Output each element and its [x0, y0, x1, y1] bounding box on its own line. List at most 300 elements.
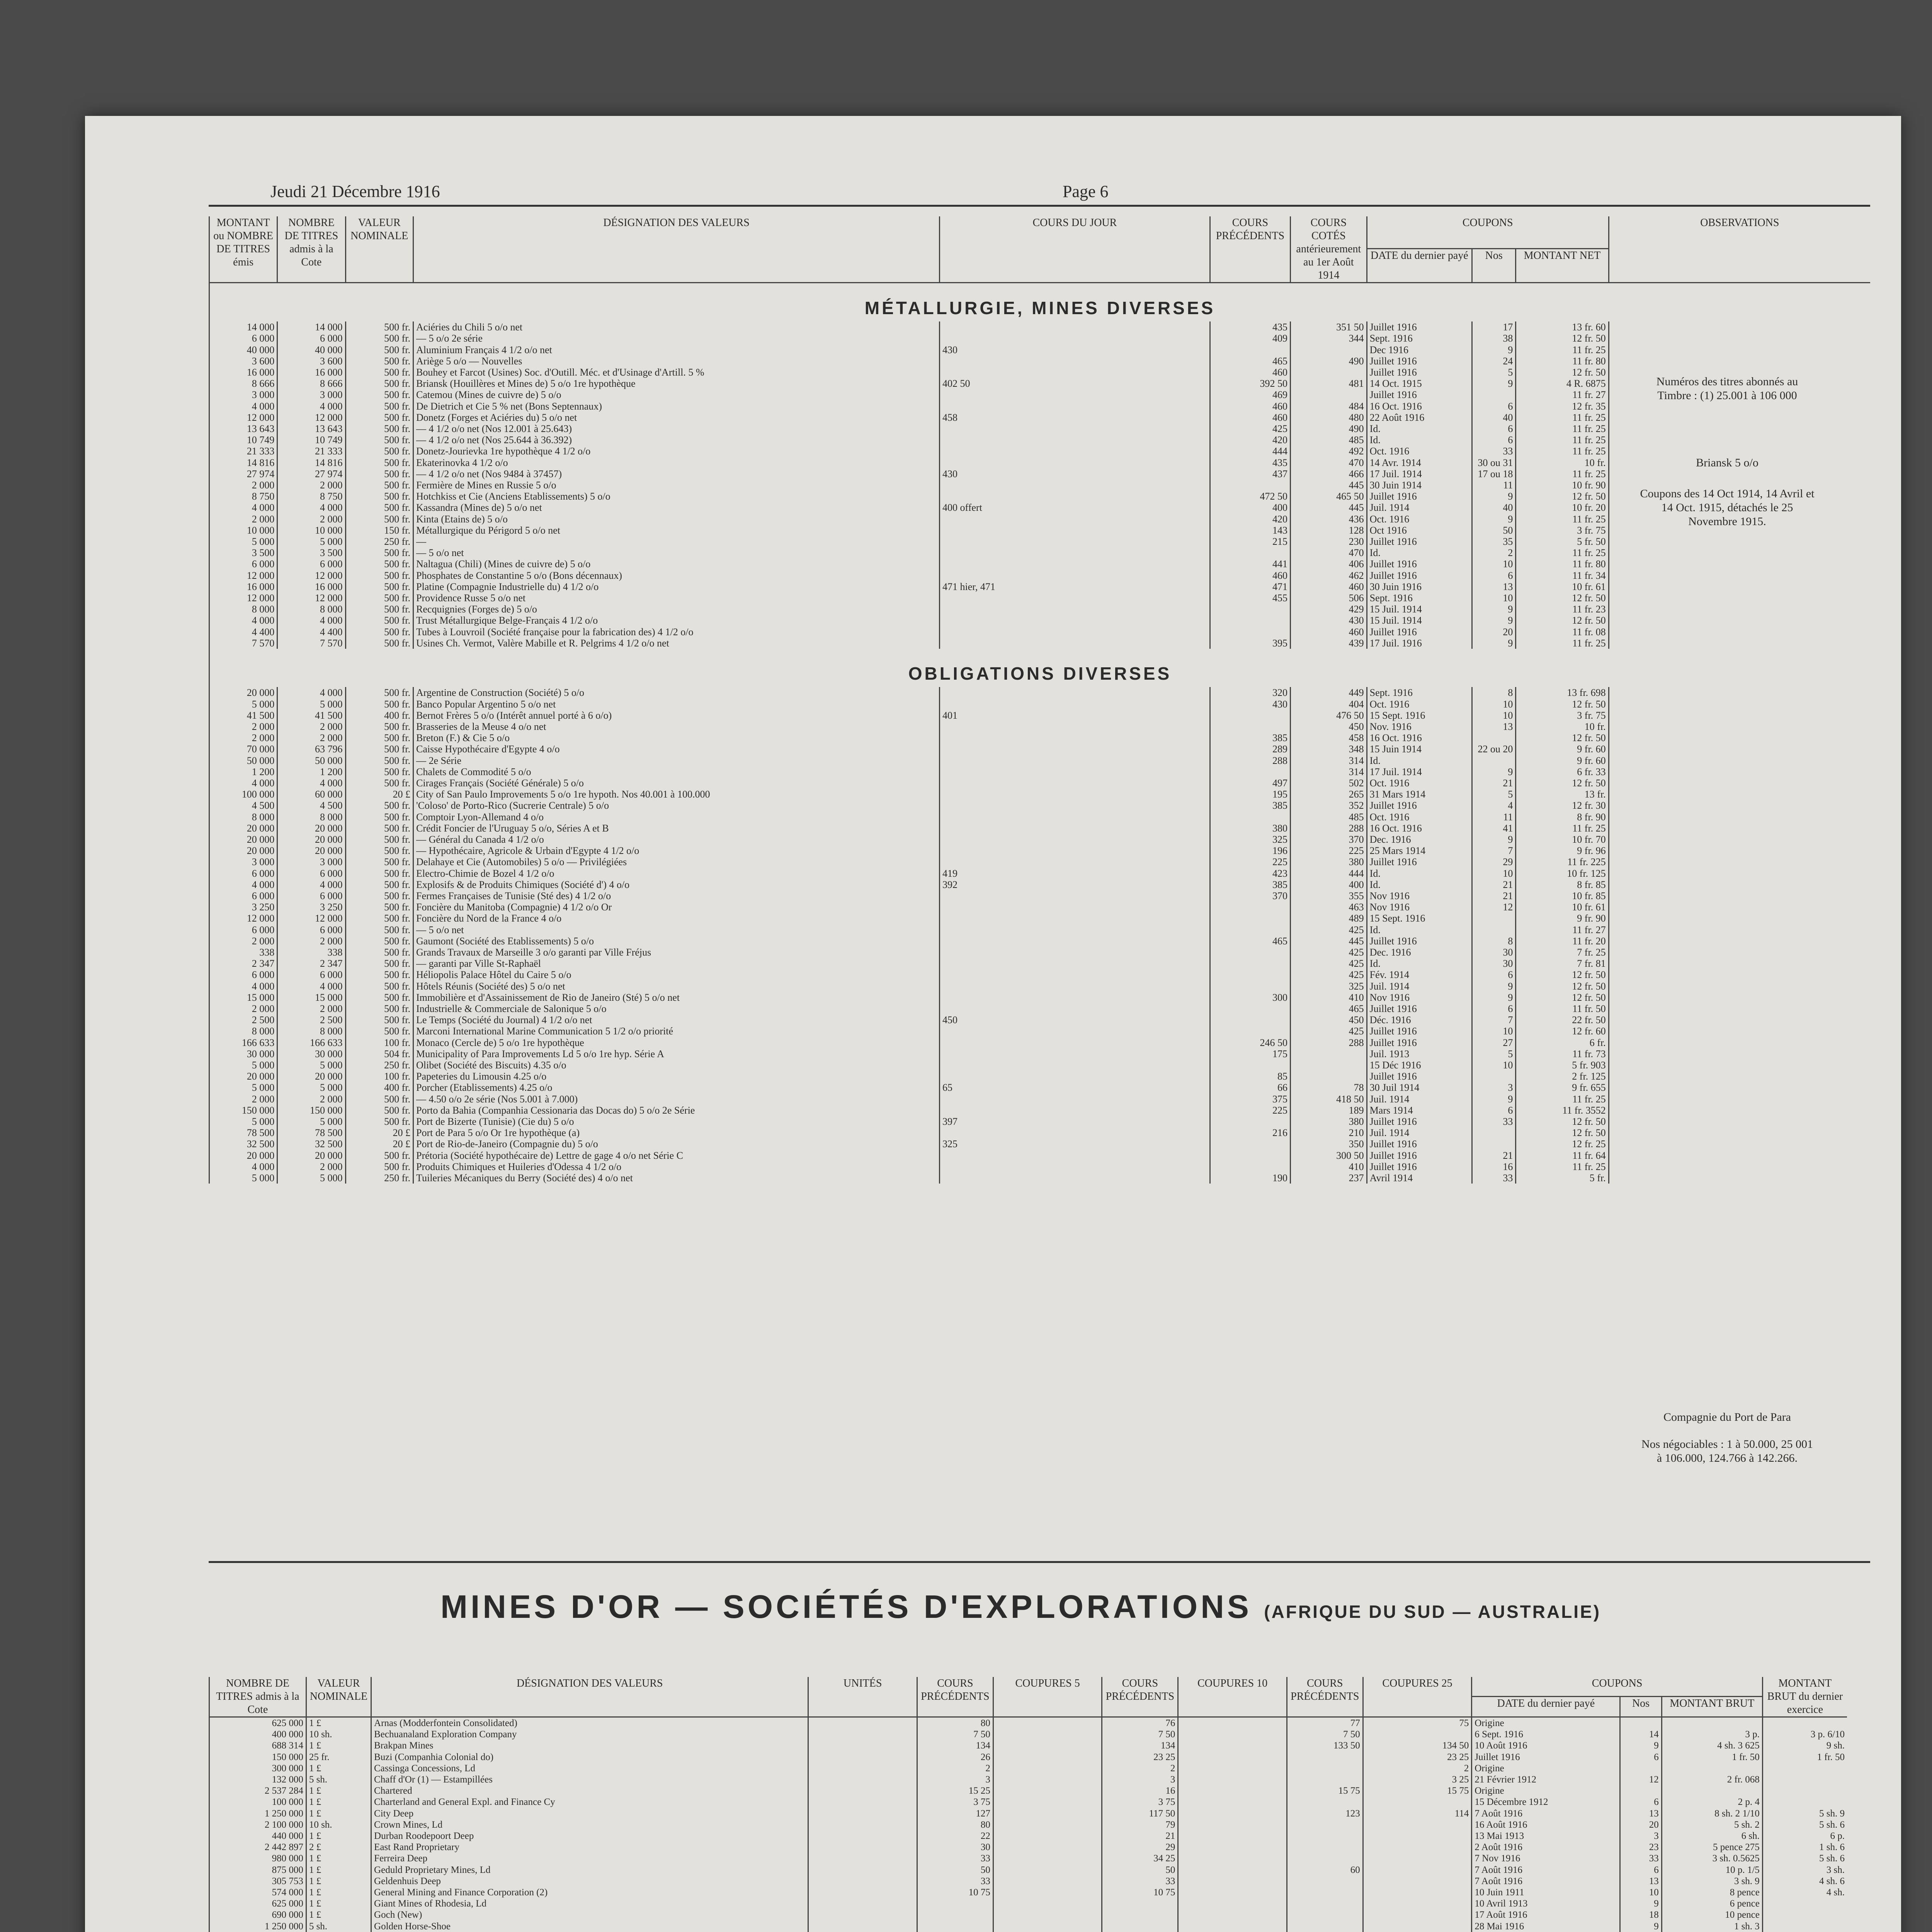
security-cell: Nov 1916: [1367, 901, 1472, 913]
security-cell: 8 666: [209, 378, 277, 389]
mine-cell: 6: [1620, 1796, 1662, 1808]
security-cell: 14 000: [209, 321, 277, 333]
security-cell: 10: [1472, 592, 1516, 604]
security-cell: 500 fr.: [345, 766, 413, 777]
mine-cell: 1 £: [306, 1898, 371, 1909]
security-cell: 400 offert: [940, 502, 1210, 513]
security-row: [209, 378, 1871, 389]
security-cell: 12 fr. 50: [1516, 592, 1609, 604]
mine-cell: 3: [1620, 1830, 1662, 1842]
col-cours-1914: COURS COTÉS antérieurement au 1er Août 1914: [1291, 216, 1367, 283]
mine-cell: [1363, 1819, 1472, 1830]
securities-table: [209, 216, 1870, 1184]
security-cell: Dec. 1916: [1367, 947, 1472, 958]
security-cell: [1210, 604, 1290, 615]
security-cell: 3 000: [209, 856, 277, 867]
security-cell: 20 000: [209, 834, 277, 845]
mine-cell: [808, 1842, 917, 1853]
security-cell: Avril 1914: [1367, 1172, 1472, 1184]
security-cell: 13 643: [209, 423, 277, 434]
security-cell: 500 fr.: [345, 687, 413, 698]
mine-cell: 127: [917, 1808, 993, 1819]
page-header: [270, 182, 1604, 205]
mine-cell: Crown Mines, Ld: [371, 1819, 808, 1830]
security-cell: 500 fr.: [345, 558, 413, 570]
security-row: [209, 412, 1871, 423]
observation-cell: [1609, 913, 1870, 924]
security-row: [209, 743, 1871, 755]
security-cell: 150 000: [209, 1105, 277, 1116]
security-cell: 5 000: [277, 1060, 345, 1071]
security-cell: 500 fr.: [345, 901, 413, 913]
security-cell: 9: [1472, 766, 1516, 777]
security-cell: 237: [1291, 1172, 1367, 1184]
security-cell: 16 Oct. 1916: [1367, 401, 1472, 412]
observation-cell: [1609, 981, 1870, 992]
security-cell: 11 fr. 25: [1516, 412, 1609, 423]
mine-cell: Giant Mines of Rhodesia, Ld: [371, 1898, 808, 1909]
mine-cell: 6 p.: [1762, 1830, 1847, 1842]
security-cell: 2 000: [277, 1161, 345, 1172]
security-cell: 4 000: [277, 502, 345, 513]
security-cell: 14 816: [209, 457, 277, 468]
mine-cell: 15 75: [1363, 1785, 1472, 1796]
security-row: [209, 1071, 1871, 1082]
observation-cell: [1609, 1014, 1870, 1026]
security-cell: Sept. 1916: [1367, 333, 1472, 344]
security-row: [209, 1026, 1871, 1037]
security-cell: 11: [1472, 811, 1516, 823]
security-cell: 401: [940, 710, 1210, 721]
security-cell: 469: [1210, 389, 1290, 400]
security-cell: 497: [1210, 777, 1290, 789]
security-cell: 9 fr. 60: [1516, 743, 1609, 755]
security-cell: 4 000: [209, 879, 277, 890]
security-row: [209, 638, 1871, 649]
security-cell: 175: [1210, 1048, 1290, 1060]
mine-cell: 16: [1102, 1785, 1178, 1796]
security-cell: 100 fr.: [345, 1071, 413, 1082]
security-cell: City of San Paulo Improvements 5 o/o 1re hypoth. Nos 40.001 à 100.000: [413, 789, 940, 800]
security-cell: 16 000: [277, 581, 345, 592]
mine-cell: 7 50: [1287, 1729, 1363, 1740]
security-cell: 500 fr.: [345, 879, 413, 890]
security-row: [209, 502, 1871, 513]
mine-cell: 33: [917, 1876, 993, 1887]
mine-cell: Chartered: [371, 1785, 808, 1796]
security-cell: 485: [1291, 434, 1367, 446]
security-cell: 6 000: [209, 333, 277, 344]
security-cell: 11 fr. 3552: [1516, 1105, 1609, 1116]
security-cell: 27 974: [209, 468, 277, 480]
mine-cell: 10 Avril 1913: [1472, 1898, 1620, 1909]
security-cell: Juillet 1916: [1367, 1026, 1472, 1037]
mine-row: [209, 1819, 1847, 1830]
security-cell: De Dietrich et Cie 5 % net (Bons Septennaux): [413, 401, 940, 412]
observation-cell: [1609, 732, 1870, 743]
security-cell: 10 fr. 85: [1516, 890, 1609, 901]
security-cell: [940, 1105, 1210, 1116]
security-cell: 4 500: [209, 800, 277, 811]
security-cell: Juillet 1916: [1367, 626, 1472, 638]
mine-cell: 13 Mai 1913: [1472, 1830, 1620, 1842]
security-cell: 2 000: [209, 935, 277, 947]
security-cell: 430: [940, 344, 1210, 355]
obs-note-2: Briansk 5 o/o: [1696, 456, 1759, 469]
security-cell: 2 500: [277, 1014, 345, 1026]
mine-cell: Origine: [1472, 1717, 1620, 1729]
mine-cell: 10 75: [917, 1887, 993, 1898]
security-cell: 11 fr. 25: [1516, 434, 1609, 446]
mine-cell: 76: [1102, 1717, 1178, 1729]
security-cell: 430: [1291, 615, 1367, 626]
security-row: [209, 1003, 1871, 1014]
security-cell: Nov 1916: [1367, 992, 1472, 1003]
security-cell: 6 fr. 33: [1516, 766, 1609, 777]
security-cell: 5 fr.: [1516, 1172, 1609, 1184]
security-cell: 11 fr. 73: [1516, 1048, 1609, 1060]
observation-cell: [1609, 687, 1870, 698]
mine-cell: [1363, 1921, 1472, 1932]
mine-cell: 50: [1102, 1864, 1178, 1876]
security-row: [209, 1082, 1871, 1093]
security-cell: Juil. 1914: [1367, 981, 1472, 992]
security-cell: Platine (Compagnie Industrielle du) 4 1/2 o/o: [413, 581, 940, 592]
security-cell: 12 fr. 50: [1516, 699, 1609, 710]
observation-cell: [1609, 423, 1870, 434]
mine-cell: [993, 1864, 1102, 1876]
security-cell: 6: [1472, 434, 1516, 446]
security-cell: 450: [940, 1014, 1210, 1026]
security-row: [209, 924, 1871, 935]
mine-cell: 4 sh. 3 625: [1662, 1740, 1762, 1751]
security-cell: Id.: [1367, 958, 1472, 969]
security-cell: 402 50: [940, 378, 1210, 389]
security-row: [209, 969, 1871, 980]
mine-cell: 25 fr.: [306, 1752, 371, 1763]
security-cell: Juillet 1916: [1367, 536, 1472, 547]
security-cell: 10 fr. 125: [1516, 868, 1609, 879]
security-cell: 50: [1472, 525, 1516, 536]
mine-row: [209, 1774, 1847, 1785]
security-cell: 21: [1472, 890, 1516, 901]
security-cell: 10: [1472, 1060, 1516, 1071]
security-cell: 33: [1472, 1172, 1516, 1184]
mine-cell: 625 000: [209, 1717, 306, 1729]
mine-cell: [1178, 1898, 1287, 1909]
security-cell: Papeteries du Limousin 4.25 o/o: [413, 1071, 940, 1082]
security-cell: 16 000: [209, 367, 277, 378]
mine-cell: [1662, 1717, 1762, 1729]
security-cell: [940, 992, 1210, 1003]
mine-cell: 132 000: [209, 1774, 306, 1785]
mine-cell: Brakpan Mines: [371, 1740, 808, 1751]
mine-cell: [993, 1740, 1102, 1751]
security-row: [209, 913, 1871, 924]
security-cell: [940, 755, 1210, 766]
security-cell: [940, 604, 1210, 615]
security-row: [209, 1048, 1871, 1060]
security-cell: [940, 1161, 1210, 1172]
mine-row: [209, 1763, 1847, 1774]
security-cell: Electro-Chimie de Bozel 4 1/2 o/o: [413, 868, 940, 879]
security-row: [209, 344, 1871, 355]
security-cell: 9 fr. 96: [1516, 845, 1609, 856]
security-cell: [940, 592, 1210, 604]
mine-cell: 7 Août 1916: [1472, 1876, 1620, 1887]
security-cell: 465: [1210, 935, 1290, 947]
security-cell: Juillet 1916: [1367, 1037, 1472, 1048]
security-cell: [940, 947, 1210, 958]
security-cell: 4 000: [209, 1161, 277, 1172]
security-cell: 350: [1291, 1138, 1367, 1150]
security-cell: [1210, 1116, 1290, 1127]
mine-cell: 1 £: [306, 1853, 371, 1864]
observation-cell: [1609, 856, 1870, 867]
observation-cell: [1609, 1172, 1870, 1184]
security-cell: 21: [1472, 1150, 1516, 1161]
security-cell: 325: [1291, 981, 1367, 992]
security-cell: 11 fr. 23: [1516, 604, 1609, 615]
mine-cell: 10 sh.: [306, 1819, 371, 1830]
security-cell: Hotchkiss et Cie (Anciens Etablissements) 5 o/o: [413, 491, 940, 502]
security-cell: [940, 924, 1210, 935]
security-cell: 400 fr.: [345, 710, 413, 721]
security-row: [209, 947, 1871, 958]
security-cell: 15 Juil. 1914: [1367, 615, 1472, 626]
security-cell: [1210, 947, 1290, 958]
security-cell: 11 fr. 25: [1516, 344, 1609, 355]
security-cell: [940, 434, 1210, 446]
security-row: [209, 581, 1871, 592]
security-cell: 6 000: [209, 890, 277, 901]
security-row: [209, 626, 1871, 638]
security-cell: 500 fr.: [345, 1105, 413, 1116]
observation-cell: [1609, 924, 1870, 935]
section-rule: [209, 1561, 1870, 1563]
mine-cell: 2 537 284: [209, 1785, 306, 1796]
mine-cell: 134: [1102, 1740, 1178, 1751]
security-cell: Id.: [1367, 868, 1472, 879]
security-cell: 3 000: [209, 389, 277, 400]
security-row: [209, 491, 1871, 502]
security-cell: Juillet 1916: [1367, 321, 1472, 333]
security-cell: Juillet 1916: [1367, 1150, 1472, 1161]
security-cell: 425: [1210, 423, 1290, 434]
mine-cell: [1102, 1898, 1178, 1909]
security-cell: Produits Chimiques et Huileries d'Odessa 4 1/2 o/o: [413, 1161, 940, 1172]
security-cell: Fév. 1914: [1367, 969, 1472, 980]
security-cell: 10: [1472, 868, 1516, 879]
security-cell: 12 000: [209, 592, 277, 604]
mine-cell: East Rand Proprietary: [371, 1842, 808, 1853]
security-cell: Briansk (Houillères et Mines de) 5 o/o 1re hypothèque: [413, 378, 940, 389]
mine-cell: [1762, 1909, 1847, 1920]
security-cell: [1210, 1026, 1290, 1037]
security-cell: 500 fr.: [345, 856, 413, 867]
security-cell: 22 Août 1916: [1367, 412, 1472, 423]
security-cell: 12 fr. 50: [1516, 333, 1609, 344]
mine-cell: 2 Août 1916: [1472, 1842, 1620, 1853]
security-cell: [940, 890, 1210, 901]
security-cell: 150 000: [277, 1105, 345, 1116]
security-cell: [1210, 547, 1290, 558]
security-cell: [1210, 901, 1290, 913]
mine-cell: [1102, 1909, 1178, 1920]
security-cell: 4 000: [209, 981, 277, 992]
security-cell: [1210, 615, 1290, 626]
observation-cell: [1609, 823, 1870, 834]
mine-cell: 1 £: [306, 1796, 371, 1808]
security-cell: 10 fr. 20: [1516, 502, 1609, 513]
security-cell: 21 333: [209, 446, 277, 457]
security-cell: 15 Sept. 1916: [1367, 710, 1472, 721]
security-cell: 436: [1291, 514, 1367, 525]
observation-cell: [1609, 800, 1870, 811]
security-cell: 500 fr.: [345, 868, 413, 879]
security-row: [209, 558, 1871, 570]
mine-row: [209, 1808, 1847, 1819]
section-title: OBLIGATIONS DIVERSES: [209, 649, 1871, 687]
mine-cell: [1620, 1785, 1662, 1796]
security-cell: 1 200: [277, 766, 345, 777]
security-row: [209, 457, 1871, 468]
security-cell: 500 fr.: [345, 355, 413, 367]
mine-cell: 3 p. 6/10: [1762, 1729, 1847, 1740]
mine-cell: 33: [917, 1853, 993, 1864]
security-cell: 4 000: [209, 502, 277, 513]
security-cell: 425: [1291, 958, 1367, 969]
security-cell: Hôtels Réunis (Société des) 5 o/o net: [413, 981, 940, 992]
mine-row: [209, 1864, 1847, 1876]
security-cell: 480: [1291, 412, 1367, 423]
security-cell: 30 000: [209, 1048, 277, 1060]
security-cell: 500 fr.: [345, 1014, 413, 1026]
security-cell: 4 400: [209, 626, 277, 638]
security-cell: 70 000: [209, 743, 277, 755]
security-cell: [940, 743, 1210, 755]
mine-cell: [1178, 1842, 1287, 1853]
security-cell: Tubes à Louvroil (Société française pour la fabrication des) 4 1/2 o/o: [413, 626, 940, 638]
security-cell: Immobilière et d'Assainissement de Rio de Janeiro (Sté) 5 o/o net: [413, 992, 940, 1003]
security-cell: 445: [1291, 935, 1367, 947]
security-cell: 500 fr.: [345, 732, 413, 743]
security-cell: Juillet 1916: [1367, 1071, 1472, 1082]
mine-cell: 1 £: [306, 1876, 371, 1887]
observation-cell: [1609, 558, 1870, 570]
security-cell: Cirages Français (Société Générale) 5 o/o: [413, 777, 940, 789]
security-cell: 420: [1210, 434, 1290, 446]
security-cell: 10 749: [209, 434, 277, 446]
mine-cell: Geldenhuis Deep: [371, 1876, 808, 1887]
security-cell: 471 hier, 471: [940, 581, 1210, 592]
security-cell: 385: [1210, 800, 1290, 811]
observation-cell: [1609, 536, 1870, 547]
security-cell: 4: [1472, 800, 1516, 811]
security-cell: 14 000: [277, 321, 345, 333]
mine-cell: [993, 1876, 1102, 1887]
security-cell: 35: [1472, 536, 1516, 547]
observation-cell: [1609, 1082, 1870, 1093]
security-cell: [1472, 732, 1516, 743]
mine-cell: 2 442 897: [209, 1842, 306, 1853]
security-cell: 490: [1291, 355, 1367, 367]
mine-cell: 5 sh.: [306, 1921, 371, 1932]
observation-cell: [1609, 1116, 1870, 1127]
security-cell: 9: [1472, 981, 1516, 992]
security-cell: 370: [1210, 890, 1290, 901]
security-cell: Juil. 1914: [1367, 502, 1472, 513]
security-cell: [1210, 721, 1290, 732]
security-cell: — 4 1/2 o/o net (Nos 9484 à 37457): [413, 468, 940, 480]
security-cell: 404: [1291, 699, 1367, 710]
col-coupons: COUPONS: [1367, 216, 1609, 249]
security-cell: 20 000: [209, 1150, 277, 1161]
security-cell: 189: [1291, 1105, 1367, 1116]
mine-cell: [1762, 1796, 1847, 1808]
mine-cell: [1363, 1842, 1472, 1853]
mine-cell: [1178, 1774, 1287, 1785]
mine-cell: 1 £: [306, 1763, 371, 1774]
mine-cell: 10 pence: [1662, 1909, 1762, 1920]
mine-cell: 8 pence: [1662, 1887, 1762, 1898]
mine-cell: 10 p. 1/5: [1662, 1864, 1762, 1876]
security-cell: Foncière du Manitoba (Compagnie) 4 1/2 o/o Or: [413, 901, 940, 913]
security-cell: 246 50: [1210, 1037, 1290, 1048]
observation-cell: [1609, 879, 1870, 890]
security-cell: 500 fr.: [345, 1150, 413, 1161]
security-cell: 2 000: [209, 1094, 277, 1105]
mine-cell: 1 sh. 3: [1662, 1921, 1762, 1932]
mines-body: [209, 1717, 1847, 1932]
security-cell: 2 000: [277, 732, 345, 743]
mine-cell: 150 000: [209, 1752, 306, 1763]
observation-cell: [1609, 834, 1870, 845]
security-row: [209, 868, 1871, 879]
security-cell: 288: [1291, 1037, 1367, 1048]
security-cell: 3 250: [209, 901, 277, 913]
security-cell: 289: [1210, 743, 1290, 755]
security-cell: 500 fr.: [345, 378, 413, 389]
mine-cell: 10 Août 1916: [1472, 1740, 1620, 1751]
security-cell: 30 Juil 1914: [1367, 1082, 1472, 1093]
observation-cell: [1609, 958, 1870, 969]
security-cell: Chalets de Commodité 5 o/o: [413, 766, 940, 777]
mine-cell: Charterland and General Expl. and Finance Cy: [371, 1796, 808, 1808]
mine-cell: 440 000: [209, 1830, 306, 1842]
mine-cell: 5 sh. 2: [1662, 1819, 1762, 1830]
security-cell: [940, 321, 1210, 333]
security-cell: 458: [1291, 732, 1367, 743]
m-col-exercice: MONTANT BRUT du dernier exercice: [1762, 1677, 1847, 1717]
security-cell: [940, 514, 1210, 525]
security-row: [209, 721, 1871, 732]
security-cell: 1 200: [209, 766, 277, 777]
security-cell: 11 fr. 50: [1516, 1003, 1609, 1014]
security-row: [209, 389, 1871, 400]
security-cell: 8 000: [209, 811, 277, 823]
mine-cell: 22: [917, 1830, 993, 1842]
mine-cell: 688 314: [209, 1740, 306, 1751]
security-cell: 5 000: [277, 536, 345, 547]
security-row: [209, 710, 1871, 721]
m-col-valeur: VALEUR NOMINALE: [306, 1677, 371, 1717]
m-col-unites: UNITÉS: [808, 1677, 917, 1717]
security-cell: 500 fr.: [345, 1003, 413, 1014]
mine-cell: 1 £: [306, 1785, 371, 1796]
security-cell: Explosifs & de Produits Chimiques (Société d') 4 o/o: [413, 879, 940, 890]
security-cell: 17 Juil. 1916: [1367, 638, 1472, 649]
